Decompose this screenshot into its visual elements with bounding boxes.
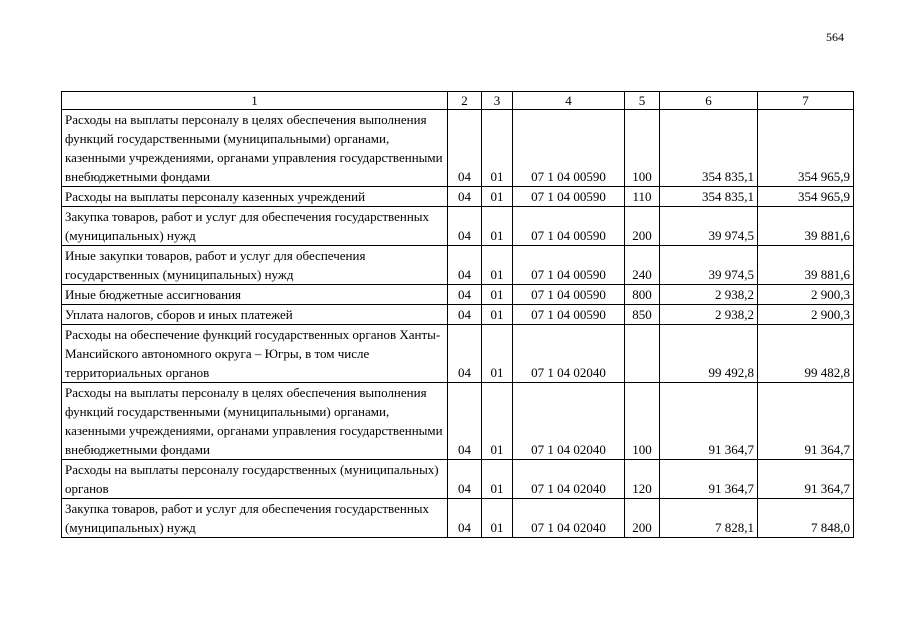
row-expense-type: 100: [625, 110, 660, 187]
row-name: Закупка товаров, работ и услуг для обеспечения государственных (муниципальных) нужд: [62, 499, 448, 538]
row-expense-type: 850: [625, 305, 660, 325]
row-subsection: 01: [482, 110, 513, 187]
column-header-1: 1: [62, 92, 448, 110]
row-subsection: 01: [482, 383, 513, 460]
row-name: Расходы на выплаты персоналу казенных учреждений: [62, 187, 448, 207]
row-subsection: 01: [482, 207, 513, 246]
row-section: 04: [448, 246, 482, 285]
row-expense-type: 800: [625, 285, 660, 305]
row-section: 04: [448, 325, 482, 383]
column-header-3: 3: [482, 92, 513, 110]
row-amount-7: 39 881,6: [758, 207, 854, 246]
row-amount-6: 91 364,7: [660, 460, 758, 499]
row-target-code: 07 1 04 02040: [513, 460, 625, 499]
header-row: [62, 92, 854, 110]
row-expense-type: 100: [625, 383, 660, 460]
row-target-code: 07 1 04 00590: [513, 110, 625, 187]
row-subsection: 01: [482, 285, 513, 305]
row-target-code: 07 1 04 02040: [513, 499, 625, 538]
row-subsection: 01: [482, 246, 513, 285]
row-amount-6: 2 938,2: [660, 285, 758, 305]
row-name: Расходы на выплаты персоналу в целях обеспечения выполнения функций государственными (муниципальными) органами, казенными учреждениями, органами управления государственными внебюджетными фондами: [62, 110, 448, 187]
row-name: Уплата налогов, сборов и иных платежей: [62, 305, 448, 325]
row-expense-type: [625, 325, 660, 383]
row-target-code: 07 1 04 02040: [513, 383, 625, 460]
table-row: [62, 305, 854, 325]
column-header-2: 2: [448, 92, 482, 110]
table-row: [62, 110, 854, 187]
row-amount-7: 39 881,6: [758, 246, 854, 285]
table-row: [62, 207, 854, 246]
row-section: 04: [448, 383, 482, 460]
table-row: [62, 499, 854, 538]
table-row: [62, 383, 854, 460]
row-target-code: 07 1 04 00590: [513, 285, 625, 305]
row-amount-7: 2 900,3: [758, 285, 854, 305]
row-target-code: 07 1 04 00590: [513, 207, 625, 246]
row-subsection: 01: [482, 460, 513, 499]
row-amount-6: 354 835,1: [660, 187, 758, 207]
row-amount-6: 354 835,1: [660, 110, 758, 187]
column-header-7: 7: [758, 92, 854, 110]
column-header-6: 6: [660, 92, 758, 110]
row-amount-6: 39 974,5: [660, 207, 758, 246]
table-row: [62, 325, 854, 383]
row-amount-7: 91 364,7: [758, 460, 854, 499]
row-amount-7: 2 900,3: [758, 305, 854, 325]
row-section: 04: [448, 499, 482, 538]
row-amount-6: 91 364,7: [660, 383, 758, 460]
row-expense-type: 200: [625, 207, 660, 246]
row-amount-7: 7 848,0: [758, 499, 854, 538]
row-expense-type: 110: [625, 187, 660, 207]
row-section: 04: [448, 207, 482, 246]
table-row: [62, 187, 854, 207]
column-header-4: 4: [513, 92, 625, 110]
row-section: 04: [448, 110, 482, 187]
row-section: 04: [448, 285, 482, 305]
row-subsection: 01: [482, 305, 513, 325]
row-subsection: 01: [482, 325, 513, 383]
row-amount-6: 2 938,2: [660, 305, 758, 325]
row-amount-7: 354 965,9: [758, 110, 854, 187]
row-expense-type: 200: [625, 499, 660, 538]
row-name: Закупка товаров, работ и услуг для обеспечения государственных (муниципальных) нужд: [62, 207, 448, 246]
row-name: Иные бюджетные ассигнования: [62, 285, 448, 305]
row-amount-7: 91 364,7: [758, 383, 854, 460]
table-row: [62, 460, 854, 499]
row-amount-7: 354 965,9: [758, 187, 854, 207]
row-target-code: 07 1 04 00590: [513, 246, 625, 285]
table-row: [62, 285, 854, 305]
row-amount-6: 99 492,8: [660, 325, 758, 383]
row-name: Расходы на обеспечение функций государственных органов Ханты-Мансийского автономного округа – Югры, в том числе территориальных органов: [62, 325, 448, 383]
table-row: [62, 246, 854, 285]
row-section: 04: [448, 305, 482, 325]
row-amount-6: 7 828,1: [660, 499, 758, 538]
row-subsection: 01: [482, 499, 513, 538]
row-target-code: 07 1 04 00590: [513, 187, 625, 207]
page-number: 564: [826, 30, 844, 44]
row-amount-7: 99 482,8: [758, 325, 854, 383]
row-subsection: 01: [482, 187, 513, 207]
row-amount-6: 39 974,5: [660, 246, 758, 285]
row-section: 04: [448, 187, 482, 207]
column-header-5: 5: [625, 92, 660, 110]
row-target-code: 07 1 04 02040: [513, 325, 625, 383]
row-section: 04: [448, 460, 482, 499]
row-expense-type: 120: [625, 460, 660, 499]
row-name: Расходы на выплаты персоналу государственных (муниципальных) органов: [62, 460, 448, 499]
row-target-code: 07 1 04 00590: [513, 305, 625, 325]
row-name: Расходы на выплаты персоналу в целях обеспечения выполнения функций государственными (муниципальными) органами, казенными учреждениями, органами управления государственными внебюджетными фондами: [62, 383, 448, 460]
budget-table: [61, 91, 854, 538]
row-name: Иные закупки товаров, работ и услуг для обеспечения государственных (муниципальных) нужд: [62, 246, 448, 285]
row-expense-type: 240: [625, 246, 660, 285]
